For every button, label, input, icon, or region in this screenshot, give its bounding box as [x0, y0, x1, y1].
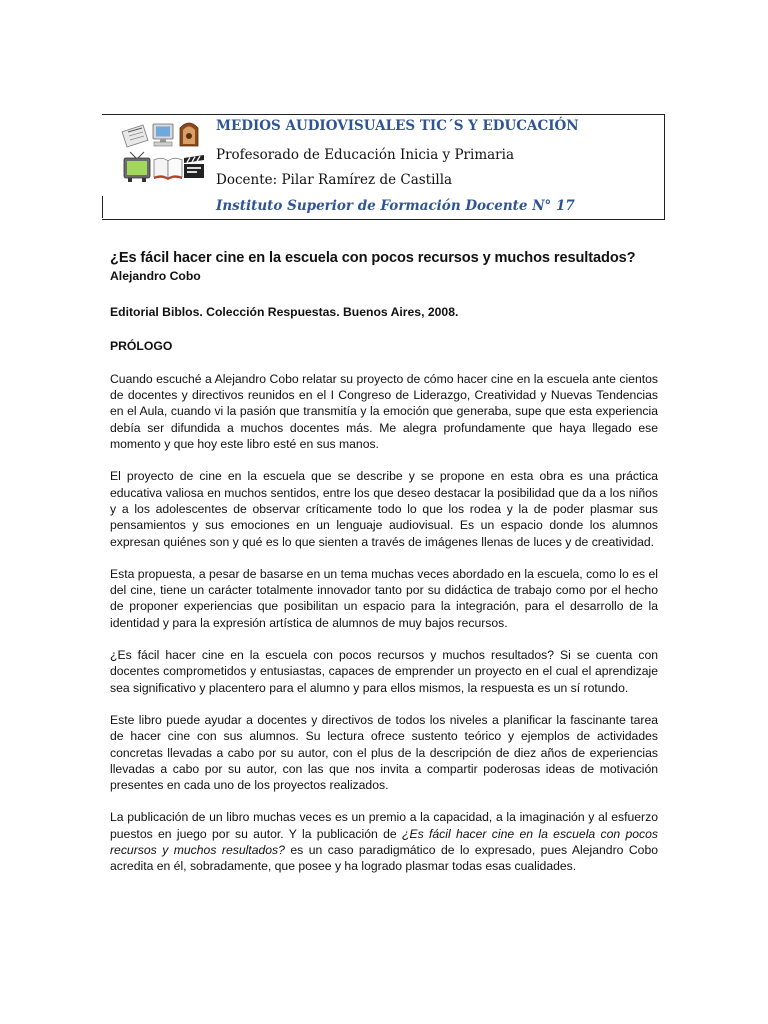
header-text	[216, 116, 579, 220]
document-body	[110, 248, 658, 875]
computer-icon	[153, 124, 173, 146]
paragraph-3: Esta propuesta, a pesar de basarse en un tema muchas veces abordado en la escuela, como lo es el del cine, tiene un carácter totalmente innovador tanto por su didáctica de trabajo como por el hecho de proponer experiencias que posibilitan un espacio para la integración, para el desarrollo de la identidad y para la expresión artística de alumnos de muy bajos recursos.	[110, 566, 658, 630]
header-left-rule	[102, 196, 103, 218]
header-title: MEDIOS AUDIOVISUALES TIC´S Y EDUCACIÓN	[216, 118, 579, 134]
book-author: Alejandro Cobo	[110, 269, 201, 283]
paragraph-1: Cuando escuché a Alejandro Cobo relatar su proyecto de cómo hacer cine en la escuela ante cientos de docentes y directivos reunidos en el I Congreso de Liderazgo, Creatividad y Nuevas Tendencias en el Aula, cuando vi la pasión que transmitía y la emoción que generaba, supe que esta experiencia debía ser difundida a muchos docentes más. Me alegra profundamente que haya llegado ese momento y que hoy este libro esté en sus manos.	[110, 371, 658, 452]
book-icon	[154, 158, 182, 180]
paragraph-4: ¿Es fácil hacer cine en la escuela con pocos recursos y muchos resultados? Si se cuenta con docentes comprometidos y entusiastas, capaces de emprender un proyecto en el cual el aprendizaje sea significativo y placentero para el alumno y para ellos mismos, la respuesta es un sí rotundo.	[110, 648, 658, 695]
paragraph-6-end: es un caso paradigmático de lo expresado, pues Alejandro Cobo acredita en él, sobradamente, que posee y ha logrado plasmar todas esas cualidades.	[110, 843, 658, 874]
paragraph-5: Este libro puede ayudar a docentes y directivos de todos los niveles a planificar la fascinante tarea de hacer cine con sus alumnos. Su lectura ofrece sustento teórico y ejemplos de actividades concretas llevadas a cabo por su autor, con el plus de la descripción de diez años de experiencias llevadas a cabo por su autor, con las que nos invita a compartir poderosas ideas de motivación presentes en cada uno de los proyectos realizados.	[110, 712, 658, 793]
section-heading: PRÓLOGO	[110, 338, 173, 353]
clapperboard-icon	[184, 155, 204, 178]
media-logo	[120, 118, 206, 188]
header-teacher: Docente: Pilar Ramírez de Castilla	[216, 172, 453, 188]
header-program: Profesorado de Educación Inicia y Primaria	[216, 147, 514, 163]
book-editorial: Editorial Biblos. Colección Respuestas. Buenos Aires, 2008.	[110, 305, 459, 320]
television-icon	[124, 152, 150, 182]
paragraph-2: El proyecto de cine en la escuela que se describe y se propone en esta obra es una práctica educativa valiosa en muchos sentidos, entre los que deseo destacar la posibilidad que da a los niños y a los adolescentes de observar críticamente todo lo que los rodea y la de poder plasmar sus pensamientos y sus emociones en un lenguaje audiovisual. Es un espacio donde los alumnos expresan quiénes son y qué es lo que sienten a través de imágenes llenas de luces y de creatividad.	[110, 469, 658, 549]
radio-icon	[180, 123, 198, 146]
newspaper-icon	[122, 125, 148, 147]
book-title: ¿Es fácil hacer cine en la escuela con pocos recursos y muchos resultados?	[110, 250, 636, 266]
paragraph-6-book-title: ¿Es fácil hacer cine en la escuela con pocos recursos y muchos resultados?	[110, 826, 658, 858]
header-institute: Instituto Superior de Formación Docente N° 17	[216, 198, 575, 214]
paragraph-6-start: La publicación de un libro muchas veces es un premio a la capacidad, a la imaginación y al esfuerzo puestos en juego por su autor. Y la publicación de	[110, 810, 658, 841]
paragraph-6	[110, 809, 658, 874]
